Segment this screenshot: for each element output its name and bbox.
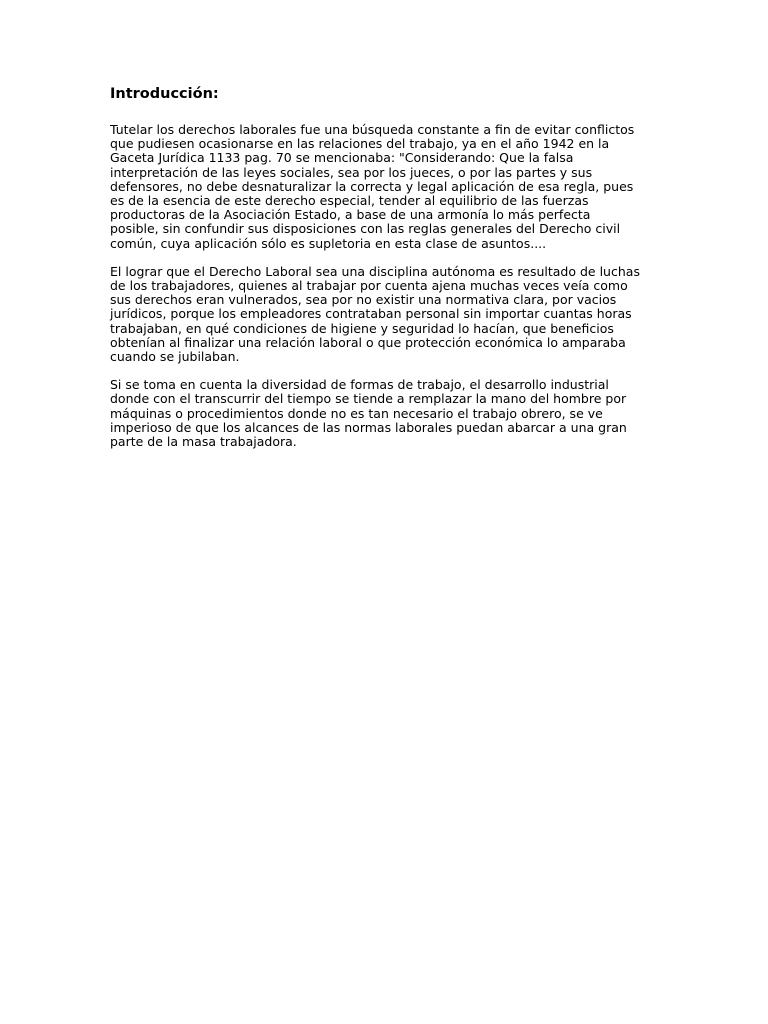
text-line: que pudiesen ocasionarse en las relaciones del trabajo, ya en el año 1942 en la <box>110 136 610 152</box>
text-line: Tutelar los derechos laborales fue una búsqueda constante a fin de evitar conflictos <box>110 122 635 137</box>
text-line: máquinas o procedimientos donde no es tan necesario el trabajo obrero, se ve <box>110 405 603 421</box>
paragraph-2 <box>110 265 662 364</box>
text-line: El lograr que el Derecho Laboral sea una disciplina autónoma es resultado de luchas <box>110 263 640 279</box>
text-line: defensores, no debe desnaturalizar la correcta y legal aplicación de esa regla, pues <box>110 178 634 194</box>
text-line: posible, sin confundir sus disposiciones con las reglas generales del Derecho civil <box>110 221 621 237</box>
document-page <box>110 85 662 463</box>
text-line: trabajaban, en qué condiciones de higiene y seguridad lo hacían, que beneficios <box>110 320 614 336</box>
text-line: imperioso de que los alcances de las normas laborales puedan abarcar a una gran <box>110 419 627 435</box>
text-line: interpretación de las leyes sociales, sea por los jueces, o por las partes y sus <box>110 164 593 180</box>
text-line: jurídicos, porque los empleadores contrataban personal sin importar cuantas horas <box>110 306 632 322</box>
paragraph-1 <box>110 123 662 251</box>
text-line: donde con el transcurrir del tiempo se tiende a remplazar la mano del hombre por <box>110 391 627 407</box>
text-line: común, cuya aplicación sólo es supletoria en esta clase de asuntos.... <box>110 235 547 251</box>
text-line: parte de la masa trabajadora. <box>110 434 297 450</box>
text-line: sus derechos eran vulnerados, sea por no existir una normativa clara, por vacios <box>110 292 617 308</box>
text-line: Si se toma en cuenta la diversidad de formas de trabajo, el desarrollo industrial <box>110 377 609 393</box>
text-line: de los trabajadores, quienes al trabajar por cuenta ajena muchas veces veía como <box>110 278 628 294</box>
paragraph-3 <box>110 378 662 449</box>
page-title: Introducción: <box>110 86 219 102</box>
text-line: productoras de la Asociación Estado, a base de una armonía lo más perfecta <box>110 207 591 223</box>
text-line: Gaceta Jurídica 1133 pag. 70 se mencionaba: "Considerando: Que la falsa <box>110 150 574 166</box>
text-line: cuando se jubilaban. <box>110 349 240 365</box>
text-line: es de la esencia de este derecho especial, tender al equilibrio de las fuerzas <box>110 193 589 209</box>
text-line: obtenían al finalizar una relación laboral o que protección económica lo amparaba <box>110 334 626 350</box>
